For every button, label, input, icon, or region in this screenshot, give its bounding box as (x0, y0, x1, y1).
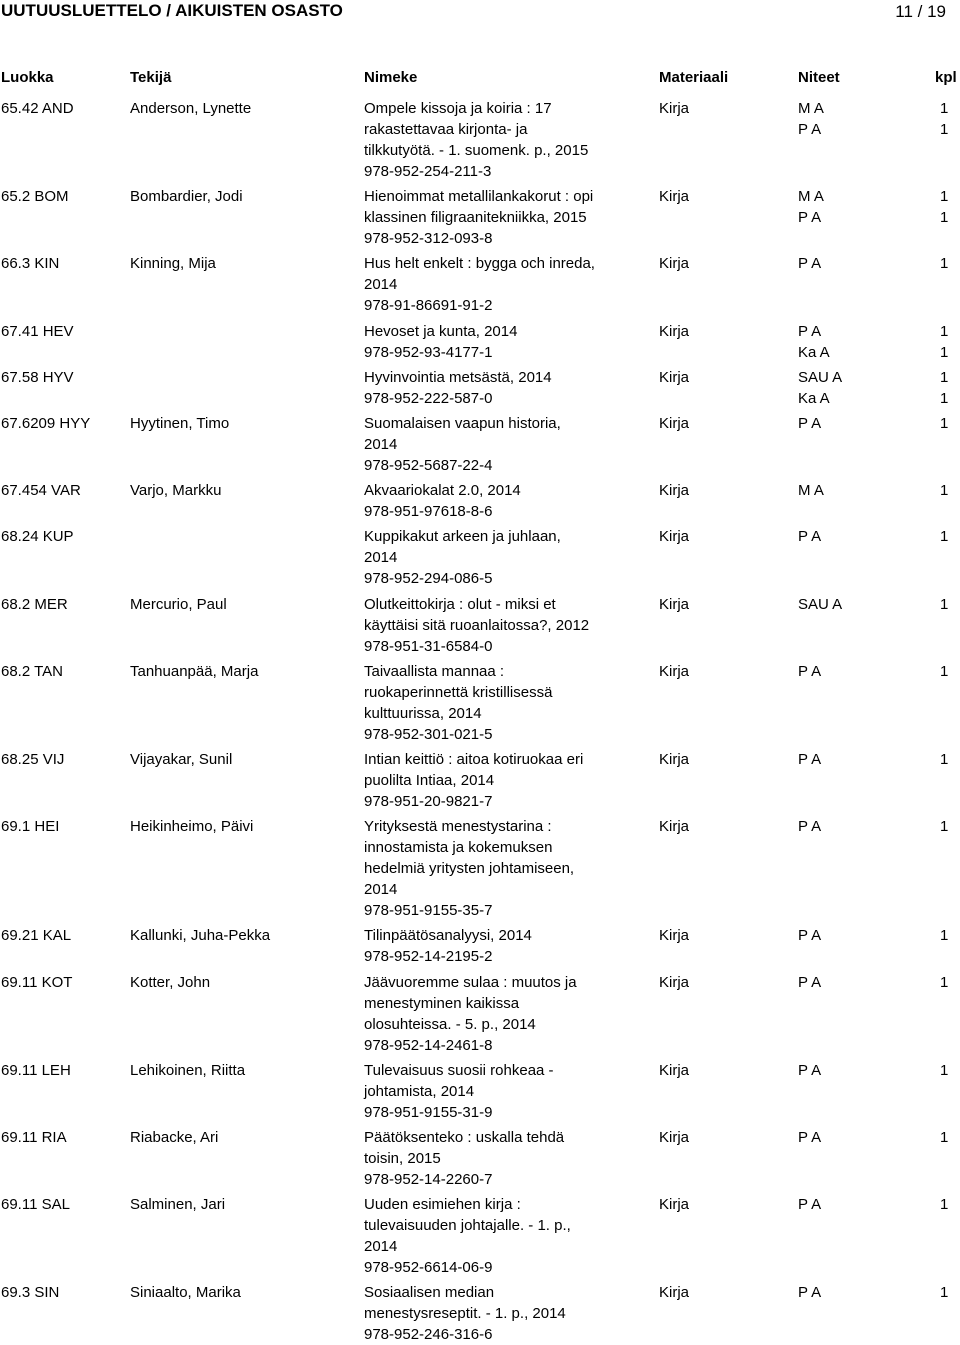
title-entry-line: Hienoimmat metallilankakorut : opi (364, 188, 594, 206)
title-entry-line: 978-952-6614-06-9 (364, 1259, 493, 1277)
copy-count-line: 1 (940, 595, 949, 613)
material-line: Kirja (659, 1196, 690, 1214)
column-header-tekija: Tekijä (130, 69, 172, 86)
copies-location (798, 526, 821, 547)
title-entry-line: 978-952-93-4177-1 (364, 343, 493, 361)
copy-count-line: 1 (940, 255, 949, 273)
title-entry-line: 978-91-86691-91-2 (364, 297, 493, 315)
column-header-kpl: kpl (935, 69, 957, 86)
material-line: Kirja (659, 255, 690, 273)
author-line: Tanhuanpää, Marja (130, 662, 259, 680)
author (130, 661, 258, 682)
page-header (0, 0, 960, 24)
class-code (1, 661, 63, 682)
copy-count (940, 321, 948, 363)
copy-count (940, 749, 948, 770)
copies-location (798, 1194, 821, 1215)
author (130, 972, 210, 993)
material (659, 526, 689, 547)
class-code (1, 253, 59, 274)
class-code-line: 65.2 BOM (1, 188, 69, 206)
copy-count-line: 1 (940, 1061, 949, 1079)
author (130, 1282, 241, 1303)
author (130, 1060, 245, 1081)
title-entry (364, 480, 521, 522)
copies-location-line: P A (798, 927, 822, 945)
title-entry-line: Tilinpäätösanalyysi, 2014 (364, 927, 532, 945)
title-entry-line: 978-951-31-6584-0 (364, 637, 493, 655)
material (659, 972, 689, 993)
material-line: Kirja (659, 1284, 690, 1302)
author (130, 480, 221, 501)
column-header-nimeke: Nimeke (364, 69, 418, 86)
material-line: Kirja (659, 662, 690, 680)
title-entry (364, 253, 595, 316)
material-line: Kirja (659, 100, 690, 117)
copies-location (798, 367, 842, 409)
class-code-line: 69.11 KOT (1, 973, 73, 991)
title-entry (364, 98, 588, 182)
copy-count (940, 594, 948, 615)
copy-count-line: 1 (940, 121, 949, 138)
copy-count (940, 1282, 948, 1303)
title-entry-line: Ompele kissoja ja koiria : 17 (364, 100, 552, 117)
title-entry-line: Hyvinvointia metsästä, 2014 (364, 368, 552, 386)
class-code-line: 68.2 MER (1, 595, 68, 613)
title-entry (364, 972, 577, 1056)
material (659, 367, 689, 388)
copies-location-line: P A (798, 121, 822, 138)
title-entry-line: Yrityksestä menestystarina : (364, 818, 552, 836)
class-code (1, 367, 74, 388)
title-entry-line: 978-951-9155-31-9 (364, 1103, 493, 1121)
copies-location-line: Ka A (798, 389, 830, 407)
class-code-line: 69.11 LEH (1, 1061, 71, 1079)
author (130, 749, 232, 770)
class-code (1, 1282, 59, 1303)
title-entry (364, 594, 589, 657)
class-code (1, 925, 71, 946)
class-code (1, 526, 74, 547)
title-entry-line: Uuden esimiehen kirja : (364, 1196, 521, 1214)
copies-location (798, 98, 824, 140)
title-entry-line: 978-951-9155-35-7 (364, 902, 493, 920)
class-code (1, 594, 68, 615)
author-line: Mercurio, Paul (130, 595, 227, 613)
copy-count (940, 367, 948, 409)
author (130, 413, 229, 434)
class-code (1, 480, 81, 501)
title-entry (364, 367, 552, 409)
material-line: Kirja (659, 528, 690, 546)
title-entry-line: 978-952-301-021-5 (364, 725, 493, 743)
copy-count (940, 480, 948, 501)
title-entry-line: 978-952-312-093-8 (364, 230, 493, 248)
title-entry (364, 413, 561, 476)
copy-count-line: 1 (940, 100, 949, 117)
title-entry (364, 526, 561, 589)
title-entry-line: puolilta Intiaa, 2014 (364, 772, 495, 789)
title-entry-line: tulevaisuuden johtajalle. - 1. p., (364, 1217, 571, 1235)
title-entry-line: hedelmiä yritysten johtamiseen, (364, 860, 575, 878)
class-code (1, 1194, 70, 1215)
copy-count-line: 1 (940, 343, 949, 361)
author-line: Kotter, John (130, 973, 211, 991)
copies-location-line: P A (798, 662, 822, 680)
material (659, 749, 689, 770)
copies-location (798, 661, 821, 682)
author-line: Hyytinen, Timo (130, 415, 230, 432)
title-entry-line: rakastettavaa kirjonta- ja (364, 121, 528, 138)
title-entry-line: 2014 (364, 1238, 398, 1256)
copy-count-line: 1 (940, 482, 949, 500)
material (659, 816, 689, 837)
class-code (1, 972, 72, 993)
title-entry-line: ruokaperinnettä kristillisessä (364, 683, 553, 701)
title-entry (364, 1060, 554, 1123)
author (130, 98, 251, 119)
copy-count (940, 413, 948, 434)
material (659, 186, 689, 207)
title-entry-line: Intian keittiö : aitoa kotiruokaa eri (364, 751, 584, 768)
class-code (1, 1060, 71, 1081)
title-entry-line: Jäävuoremme sulaa : muutos ja (364, 973, 577, 991)
material-line: Kirja (659, 818, 690, 836)
title-entry (364, 1194, 571, 1278)
title-entry-line: käyttäisi sitä ruoanlaitossa?, 2012 (364, 616, 590, 634)
column-header-materiaali: Materiaali (659, 69, 729, 86)
author-line: Kinning, Mija (130, 255, 216, 273)
copies-location (798, 1060, 821, 1081)
title-entry-line: tilkkutyötä. - 1. suomenk. p., 2015 (364, 142, 589, 159)
title-entry (364, 661, 552, 745)
copy-count (940, 1060, 948, 1081)
copies-location (798, 816, 821, 837)
title-entry-line: 2014 (364, 549, 398, 567)
material (659, 98, 689, 119)
copies-location (798, 1127, 821, 1148)
copy-count-line: 1 (940, 1196, 949, 1214)
class-code-line: 69.3 SIN (1, 1284, 60, 1302)
class-code-line: 68.24 KUP (1, 528, 74, 546)
author-line: Siniaalto, Marika (130, 1284, 241, 1302)
author (130, 1127, 218, 1148)
author-line: Varjo, Markku (130, 482, 222, 500)
title-entry-line: Hevoset ja kunta, 2014 (364, 322, 518, 340)
material-line: Kirja (659, 973, 690, 991)
class-code (1, 1127, 67, 1148)
copy-count (940, 253, 948, 274)
class-code (1, 749, 64, 770)
author (130, 594, 227, 615)
copy-count-line: 1 (940, 368, 949, 386)
column-header-niteet: Niteet (798, 69, 840, 86)
copies-location (798, 749, 821, 770)
copies-location-line: P A (798, 322, 822, 340)
title-entry-line: Taivaallista mannaa : (364, 662, 505, 680)
class-code-line: 68.25 VIJ (1, 751, 65, 768)
copies-location (798, 321, 830, 363)
material (659, 1127, 689, 1148)
material (659, 1060, 689, 1081)
title-entry (364, 816, 574, 921)
copies-location-line: P A (798, 973, 822, 991)
title-entry-line: 978-952-14-2195-2 (364, 948, 493, 966)
copies-location-line: M A (798, 188, 824, 206)
class-code (1, 186, 69, 207)
author (130, 186, 243, 207)
copies-location-line: P A (798, 415, 822, 432)
copy-count-line: 1 (940, 818, 949, 836)
author-line: Riabacke, Ari (130, 1129, 219, 1146)
title-entry-line: Päätöksenteko : uskalla tehdä (364, 1129, 565, 1146)
copies-location-line: P A (798, 818, 822, 836)
copy-count (940, 972, 948, 993)
copy-count (940, 661, 948, 682)
class-code-line: 69.11 SAL (1, 1196, 70, 1214)
author-line: Salminen, Jari (130, 1196, 226, 1214)
author (130, 816, 253, 837)
class-code-line: 67.6209 HYY (1, 415, 91, 432)
title-entry (364, 1127, 564, 1190)
material (659, 321, 689, 342)
title-entry (364, 749, 583, 812)
class-code (1, 816, 59, 837)
copies-location (798, 972, 821, 993)
material-line: Kirja (659, 415, 690, 432)
author (130, 253, 216, 274)
title-entry-line: 978-951-97618-8-6 (364, 503, 493, 521)
material (659, 480, 689, 501)
author-line: Bombardier, Jodi (130, 188, 243, 206)
class-code-line: 67.41 HEV (1, 322, 74, 340)
copies-location-line: P A (798, 1284, 822, 1302)
copy-count-line: 1 (940, 528, 949, 546)
title-entry-line: johtamista, 2014 (364, 1082, 475, 1100)
title-entry-line: Sosiaalisen median (364, 1284, 495, 1302)
title-entry-line: Akvaariokalat 2.0, 2014 (364, 482, 521, 500)
title-entry-line: 2014 (364, 881, 398, 899)
copy-count-line: 1 (940, 751, 949, 768)
title-entry-line: innostamista ja kokemuksen (364, 839, 553, 857)
class-code-line: 67.454 VAR (1, 482, 81, 500)
material-line: Kirja (659, 595, 690, 613)
page-number: 11 / 19 (895, 2, 946, 21)
copies-location (798, 925, 821, 946)
copies-location (798, 413, 821, 434)
title-entry (364, 925, 532, 967)
copies-location-line: M A (798, 482, 824, 500)
title-entry-line: 978-952-14-2461-8 (364, 1036, 493, 1054)
copies-location-line: P A (798, 751, 822, 768)
class-code-line: 69.11 RIA (1, 1129, 67, 1146)
title-entry-line: 978-952-14-2260-7 (364, 1171, 493, 1188)
copies-location-line: Ka A (798, 343, 830, 361)
material-line: Kirja (659, 322, 690, 340)
copy-count-line: 1 (940, 662, 949, 680)
title-entry-line: menestysreseptit. - 1. p., 2014 (364, 1305, 566, 1323)
title-entry (364, 1282, 566, 1345)
copy-count-line: 1 (940, 322, 949, 340)
title-entry-line: klassinen filigraanitekniikka, 2015 (364, 209, 587, 227)
copy-count (940, 816, 948, 837)
title-entry-line: 978-952-246-316-6 (364, 1326, 493, 1344)
copy-count (940, 1194, 948, 1215)
copies-location-line: SAU A (798, 595, 843, 613)
copies-location-line: P A (798, 1196, 822, 1214)
material-line: Kirja (659, 927, 690, 945)
copy-count-line: 1 (940, 973, 949, 991)
copies-location (798, 594, 842, 615)
copies-location-line: M A (798, 100, 824, 117)
copies-location-line: P A (798, 255, 822, 273)
author (130, 925, 270, 946)
title-entry-line: Olutkeittokirja : olut - miksi et (364, 595, 556, 613)
copy-count-line: 1 (940, 209, 949, 227)
class-code (1, 321, 74, 342)
copies-location (798, 480, 824, 501)
title-entry-line: 978-951-20-9821-7 (364, 793, 493, 810)
copies-location-line: P A (798, 528, 822, 546)
material (659, 594, 689, 615)
material (659, 253, 689, 274)
title-entry-line: Tulevaisuus suosii rohkeaa - (364, 1061, 554, 1079)
class-code (1, 413, 90, 434)
copy-count-line: 1 (940, 389, 949, 407)
copy-count-line: 1 (940, 1284, 949, 1302)
title-entry-line: olosuhteissa. - 5. p., 2014 (364, 1015, 536, 1033)
copy-count-line: 1 (940, 415, 949, 432)
class-code-line: 68.2 TAN (1, 662, 63, 680)
author-line: Kallunki, Juha-Pekka (130, 927, 271, 945)
title-entry-line: 978-952-294-086-5 (364, 570, 493, 588)
material-line: Kirja (659, 188, 690, 206)
title-entry-line: 978-952-5687-22-4 (364, 457, 493, 474)
copies-location (798, 1282, 821, 1303)
title-entry-line: menestyminen kaikissa (364, 994, 520, 1012)
title-entry (364, 321, 517, 363)
title-entry-line: Suomalaisen vaapun historia, (364, 415, 561, 432)
title-entry-line: 2014 (364, 276, 398, 294)
author-line: Vijayakar, Sunil (130, 751, 233, 768)
title-entry-line: toisin, 2015 (364, 1150, 441, 1167)
class-code (1, 98, 74, 119)
material-line: Kirja (659, 368, 690, 386)
copies-location-line: P A (798, 1129, 822, 1146)
copies-location (798, 253, 821, 274)
title-entry-line: Kuppikakut arkeen ja juhlaan, (364, 528, 561, 546)
copy-count-line: 1 (940, 188, 949, 206)
copies-location-line: SAU A (798, 368, 843, 386)
material (659, 661, 689, 682)
copies-location (798, 186, 824, 228)
copies-location-line: P A (798, 209, 822, 227)
document-title: UUTUUSLUETTELO / AIKUISTEN OSASTO (1, 1, 343, 20)
class-code-line: 67.58 HYV (1, 368, 74, 386)
material-line: Kirja (659, 482, 690, 500)
title-entry-line: 978-952-222-587-0 (364, 389, 493, 407)
copy-count-line: 1 (940, 1129, 949, 1146)
title-entry-line: 2014 (364, 436, 398, 453)
class-code-line: 65.42 AND (1, 100, 74, 117)
column-header-luokka: Luokka (1, 69, 54, 86)
class-code-line: 66.3 KIN (1, 255, 60, 273)
material-line: Kirja (659, 1129, 690, 1146)
copy-count (940, 526, 948, 547)
material (659, 1194, 689, 1215)
material-line: Kirja (659, 751, 690, 768)
copy-count (940, 98, 948, 140)
copies-location-line: P A (798, 1061, 822, 1079)
author (130, 1194, 225, 1215)
title-entry-line: Hus helt enkelt : bygga och inreda, (364, 255, 595, 273)
material (659, 413, 689, 434)
author-line: Anderson, Lynette (130, 100, 252, 117)
copy-count-line: 1 (940, 927, 949, 945)
copy-count (940, 925, 948, 946)
copy-count (940, 186, 948, 228)
title-entry-line: 978-952-254-211-3 (364, 163, 492, 180)
class-code-line: 69.1 HEI (1, 818, 60, 836)
material (659, 1282, 689, 1303)
author-line: Lehikoinen, Riitta (130, 1061, 246, 1079)
copy-count (940, 1127, 948, 1148)
title-entry-line: kulttuurissa, 2014 (364, 704, 482, 722)
title-entry (364, 186, 593, 249)
class-code-line: 69.21 KAL (1, 927, 72, 945)
material (659, 925, 689, 946)
material-line: Kirja (659, 1061, 690, 1079)
author-line: Heikinheimo, Päivi (130, 818, 254, 836)
